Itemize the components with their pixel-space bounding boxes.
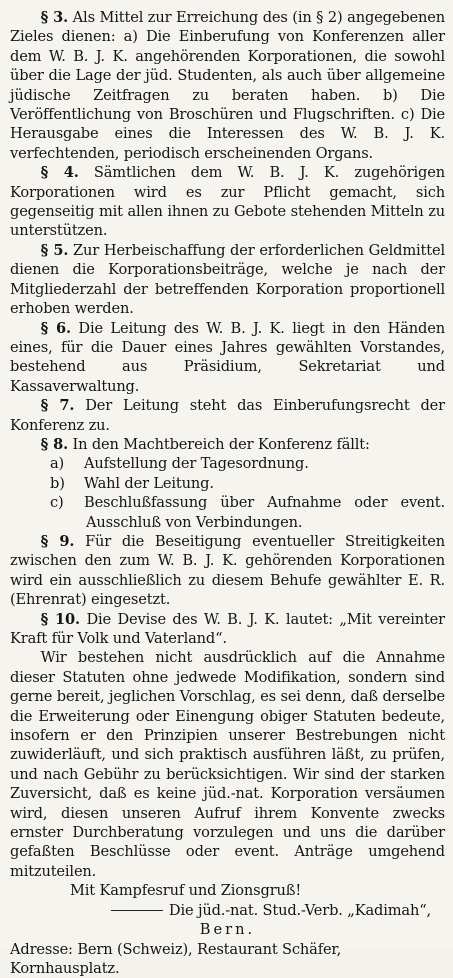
paragraph-section-7 xyxy=(10,396,445,435)
section-number: § 6. xyxy=(41,320,71,337)
paragraph-section-3 xyxy=(10,8,445,163)
section-text: In den Machtbereich der Konferenz fällt: xyxy=(73,436,370,453)
paragraph-section-6 xyxy=(10,319,445,397)
signature-line xyxy=(10,901,445,920)
section-number: § 3. xyxy=(41,9,68,26)
list-item-text: Aufstellung der Tagesordnung. xyxy=(84,455,309,472)
paragraph-section-8 xyxy=(10,435,445,454)
section-text: Für die Beseitigung eventueller Streitigkeiten zwischen den zum W. B. J. K. gehörenden Korporationen wird ein ausschließlich zu diesem Behufe gewählter E. R. (Ehrenrat) eingesetzt. xyxy=(10,533,445,608)
section-number: § 8. xyxy=(41,436,68,453)
section-number: § 9. xyxy=(41,533,75,550)
section-text: Als Mittel zur Erreichung des (in § 2) angegebenen Zieles dienen: a) Die Einberufung von Konferenzen aller dem W. B. J. K. angehörenden Korporationen, die sowohl über die Lage der jüd. Studenten, als auch über allgemeine jüdische Zeitfragen zu beraten haben. b) Die Veröffentlichung von Broschüren und Flugschriften. c) Die Herausgabe eines die Interessen des W. B. J. K. verfechtenden, periodisch erscheinenden Organs. xyxy=(10,9,445,162)
list-item xyxy=(10,474,445,493)
paragraph-appeal xyxy=(10,648,445,881)
list-item xyxy=(10,454,445,473)
list-item-text: Wahl der Leitung. xyxy=(84,475,214,492)
section-text: Der Leitung steht das Einberufungsrecht der Konferenz zu. xyxy=(10,397,445,433)
paragraph-section-10 xyxy=(10,610,445,649)
paragraph-section-9 xyxy=(10,532,445,610)
paragraph-section-5 xyxy=(10,241,445,319)
address-line: Adresse: Bern (Schweiz), Restaurant Schäfer, Kornhausplatz. xyxy=(10,940,445,978)
section-text: Die Devise des W. B. J. K. lautet: „Mit vereinter Kraft für Volk und Vaterland“. xyxy=(10,611,445,647)
list-marker: c) xyxy=(50,493,84,512)
signature-city: Bern. xyxy=(10,920,445,939)
section-text: Sämtlichen dem W. B. J. K. zugehörigen Korporationen wird es zur Pflicht gemacht, sich gegenseitig mit allen ihnen zu Gebote stehenden Mitteln zu unterstützen. xyxy=(10,164,445,239)
list-item-text: Beschlußfassung über Aufnahme oder event. Ausschluß von Verbindungen. xyxy=(84,494,445,530)
section-number: § 5. xyxy=(41,242,69,259)
section-8-list xyxy=(10,454,445,532)
signature-text: Die jüd.-nat. Stud.-Verb. „Kadimah“, xyxy=(169,902,431,919)
section-text: Zur Herbeischaffung der erforderlichen Geldmittel dienen die Korporationsbeiträge, welche je nach der Mitgliederzahl der betreffenden Korporation proportionell erhoben werden. xyxy=(10,242,445,317)
paragraph-section-4 xyxy=(10,163,445,241)
section-number: § 7. xyxy=(41,397,75,414)
list-marker: b) xyxy=(50,474,84,493)
section-text: Die Leitung des W. B. J. K. liegt in den Händen eines, für die Dauer eines Jahres gewählten Vorstandes, bestehend aus Präsidium, Sekretariat und Kassaverwaltung. xyxy=(10,320,445,395)
signature-dash xyxy=(111,910,163,911)
list-item xyxy=(10,493,445,532)
section-number: § 4. xyxy=(41,164,79,181)
list-marker: a) xyxy=(50,454,84,473)
section-number: § 10. xyxy=(41,611,80,628)
closing-greeting: Mit Kampfesruf und Zionsgruß! xyxy=(10,881,445,900)
appeal-text: Wir bestehen nicht ausdrücklich auf die Annahme dieser Statuten ohne jedwede Modifikation, sondern sind gerne bereit, jeglichen Vorschlag, es sei denn, daß derselbe die Erweiterung oder Einengung obiger Statuten bedeute, insofern er den Prinzipien unserer Bestrebungen nicht zuwiderläuft, und sich praktisch ausführen läßt, zu prüfen, und nach Gebühr zu berücksichtigen. Wir sind der starken Zuversicht, daß es keine jüd.-nat. Korporation versäumen wird, diesen unseren Aufruf ihrem Konvente zwecks ernster Durchberatung vorzulegen und uns die darüber gefaßten Beschlüsse oder event. Anträge umgehend mitzuteilen. xyxy=(10,649,445,879)
